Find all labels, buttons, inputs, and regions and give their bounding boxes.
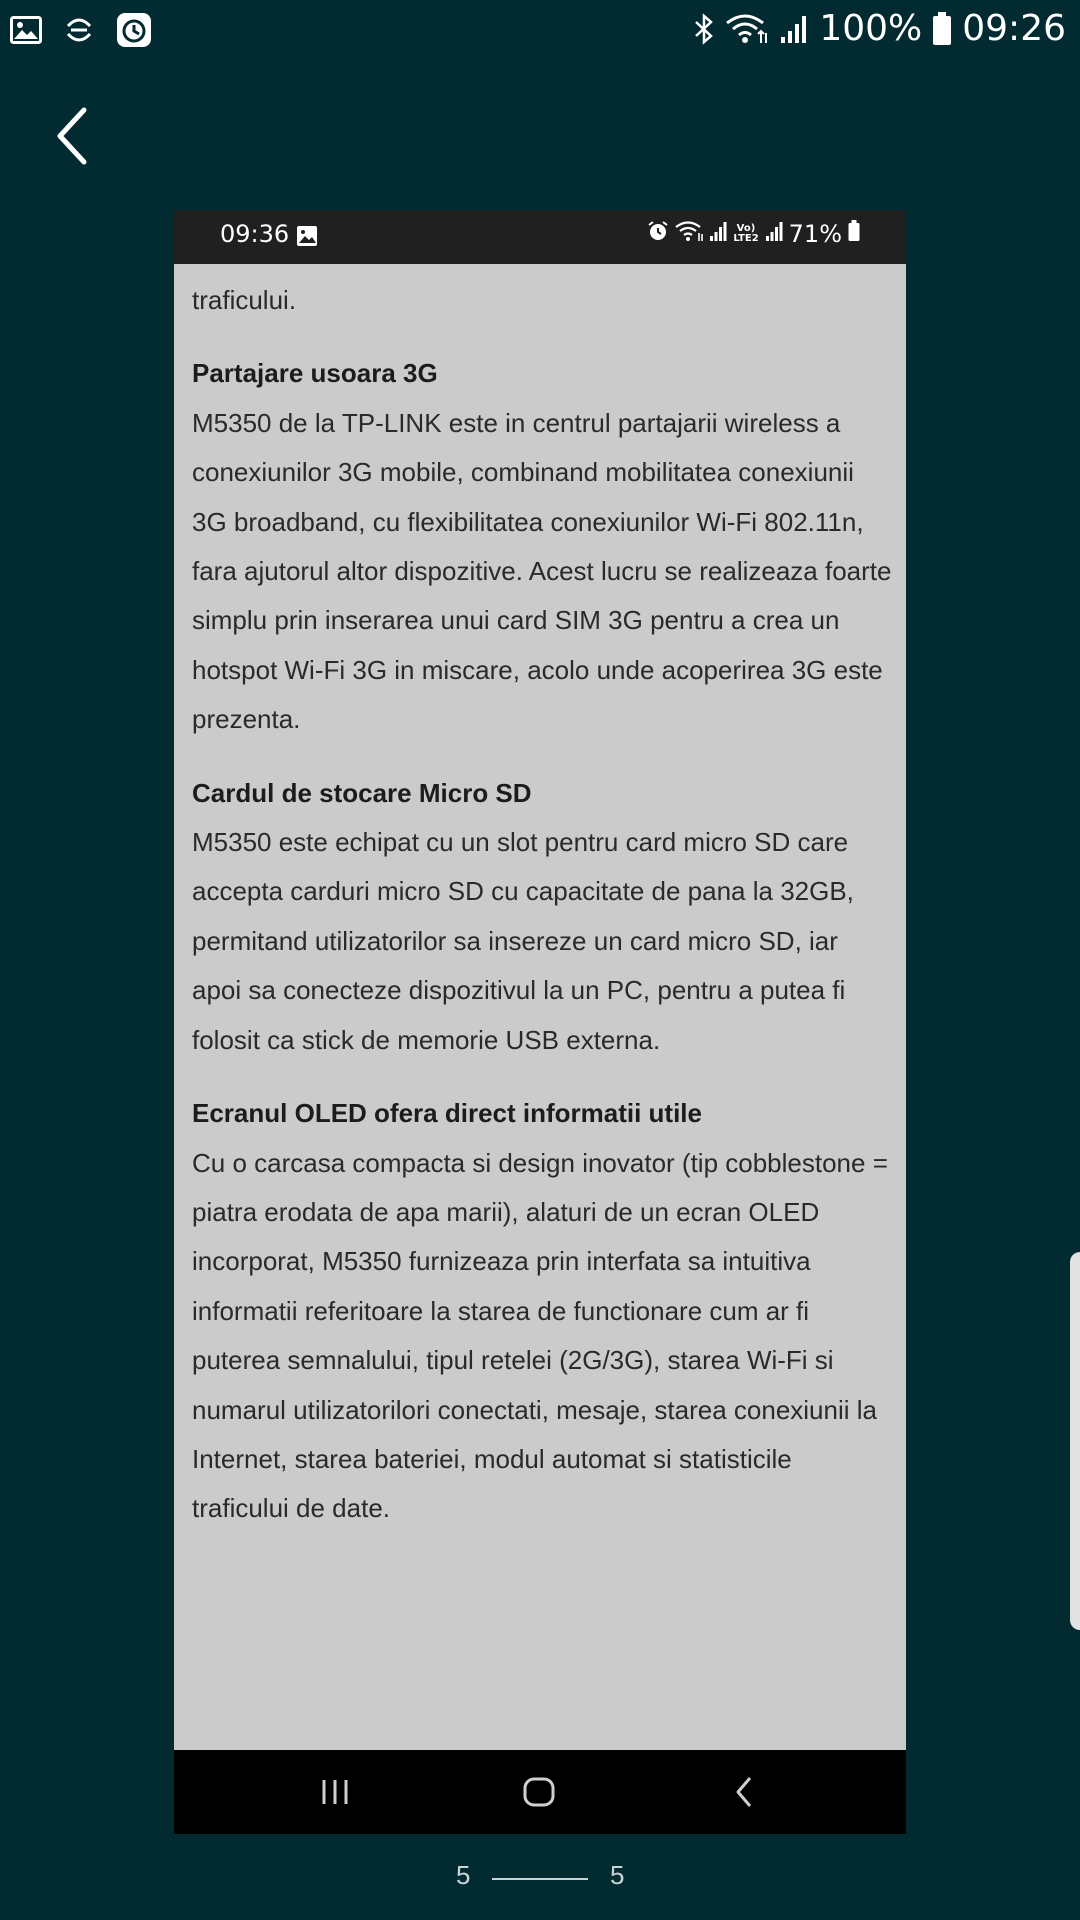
battery-icon	[848, 220, 860, 248]
status-bar	[0, 0, 1080, 64]
page-indicator	[0, 1860, 1080, 1900]
screenshot-preview	[174, 210, 906, 1834]
current-page: 5	[456, 1860, 471, 1890]
clock-app-icon	[116, 12, 152, 48]
section-body: Cu o carcasa compacta si design inovator (tip cobblestone = piatra erodata de apa marii), alaturi de un ecran OLED incorporat, M5350 furnizeaza prin interfata sa intuitiva informatii referitoare la starea de functionare cum ar fi puterea semnalului, tipul retelei (2G/3G), starea Wi-Fi si numarul utilizatorilori conectati, mesaje, starea conexiunii la Internet, starea bateriei, modul automat si statisticile traficului de date.	[192, 1147, 888, 1524]
section-heading: Partajare usoara 3G	[192, 358, 438, 389]
section-heading: Ecranul OLED ofera direct informatii utile	[192, 1098, 702, 1129]
gallery-icon	[296, 225, 318, 251]
recent-apps-icon	[320, 1772, 350, 1817]
back-button[interactable]	[48, 104, 104, 168]
inner-status-bar	[174, 210, 906, 264]
chevron-left-icon	[48, 104, 104, 168]
volte-badge: Vo) LTE2	[733, 223, 759, 244]
section-body: M5350 este echipat cu un slot pentru card micro SD care accepta carduri micro SD cu capacitate de pana la 32GB, permitand utilizatorilor sa insereze un card micro SD, iar apoi sa conecteze dispozitivul la un PC, pentru a putea fi folosit ca stick de memorie USB externa.	[192, 827, 854, 1055]
battery-icon	[932, 12, 952, 46]
section-heading: Cardul de stocare Micro SD	[192, 777, 532, 808]
back-icon	[730, 1772, 760, 1817]
clipped-line	[192, 264, 892, 276]
signal-icon	[779, 13, 809, 45]
total-pages: 5	[610, 1860, 625, 1890]
inner-clock: 09:36	[220, 220, 290, 248]
home-icon	[522, 1772, 556, 1817]
inner-battery-percent: 71%	[788, 220, 842, 248]
gallery-icon	[10, 16, 42, 44]
wifi-icon	[725, 13, 769, 45]
scroll-handle[interactable]	[1070, 1252, 1080, 1630]
wifi-icon	[675, 220, 703, 248]
clock-time: 09:26	[962, 8, 1066, 49]
inner-navigation-bar	[174, 1750, 906, 1834]
bluetooth-icon	[693, 13, 715, 45]
alarm-icon	[647, 220, 669, 248]
pager-divider	[492, 1878, 588, 1880]
signal-icon	[709, 220, 727, 248]
sync-icon	[64, 16, 94, 44]
signal-icon-2	[765, 220, 783, 248]
intro-tail: traficului.	[192, 285, 297, 315]
section-body: M5350 de la TP-LINK este in centrul partajarii wireless a conexiunilor 3G mobile, combinand mobilitatea conexiunii 3G broadband, cu flexibilitatea conexiunilor Wi-Fi 802.11n, fara ajutorul altor dispozitive. Acest lucru se realizeaza foarte simplu prin inserarea unui card SIM 3G pentru a crea un hotspot Wi-Fi 3G in miscare, acolo unde acoperirea 3G este prezenta.	[192, 407, 892, 735]
battery-percent: 100%	[819, 8, 923, 49]
article-content	[192, 264, 892, 1534]
